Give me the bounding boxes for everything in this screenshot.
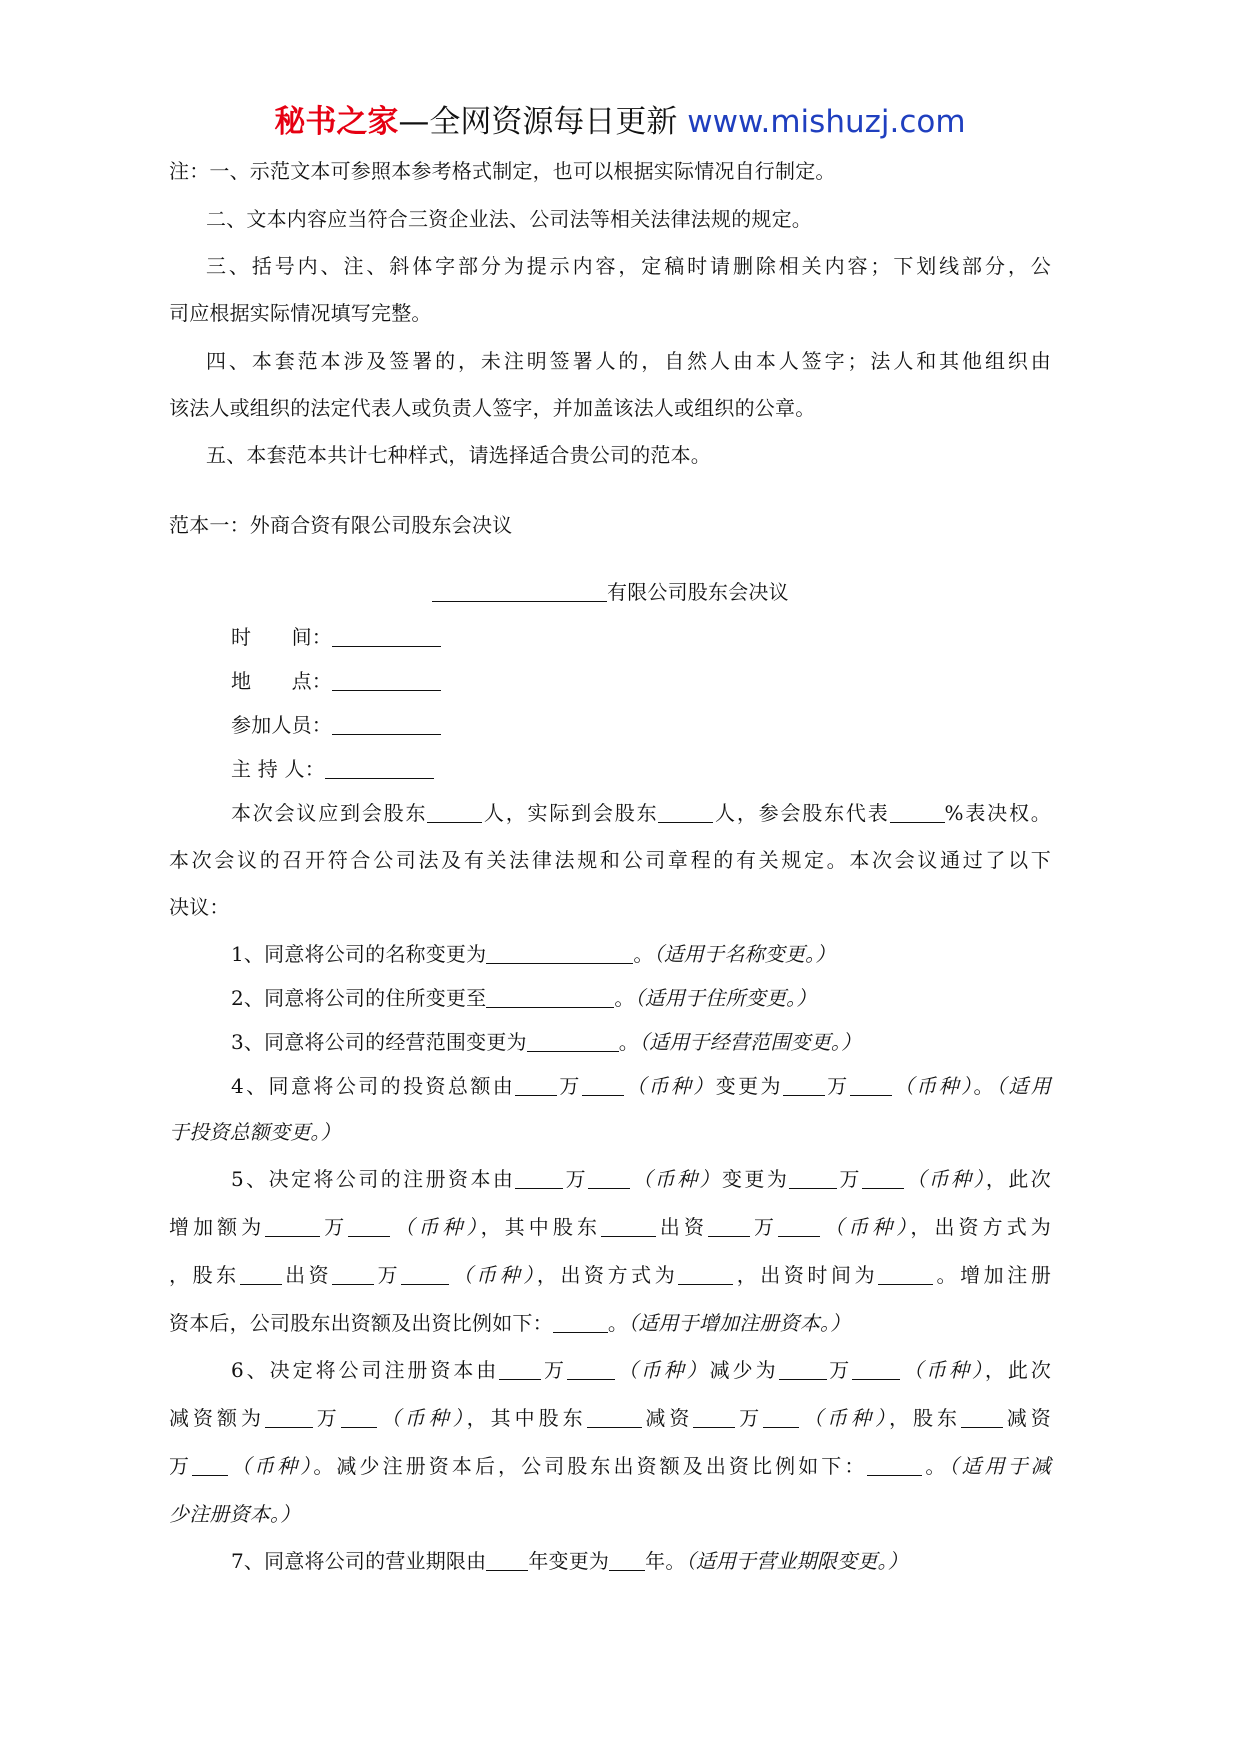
blank[interactable] [265, 1405, 313, 1428]
blank[interactable] [587, 1405, 642, 1428]
brand-slogan: —全网资源每日更新 [398, 104, 678, 140]
item-text: ，股东 [888, 1406, 961, 1430]
item-text: 万 [169, 1454, 193, 1478]
item-text: 年变更为 [528, 1549, 610, 1573]
site-banner [0, 100, 1240, 144]
blank[interactable] [240, 1262, 282, 1285]
field-host-label: 主 持 人： [231, 757, 325, 781]
item-text: 万 [374, 1263, 402, 1287]
intro-line-3: 决议： [169, 895, 230, 919]
resolution-item-1 [231, 939, 836, 969]
note-5: 五、本套范本共计七种样式，请选择适合贵公司的范本。 [206, 443, 711, 467]
resolution-item-5-line-3 [169, 1260, 1051, 1290]
blank[interactable] [789, 1166, 837, 1189]
field-attendees [231, 710, 441, 740]
item-text: ，股东 [169, 1263, 240, 1287]
item-text: 。 [618, 1030, 639, 1054]
resolution-item-5-line-2 [169, 1212, 1051, 1242]
blank[interactable] [878, 1262, 933, 1285]
item-text: 减资额为 [169, 1406, 265, 1430]
item-text: 万 [824, 1074, 850, 1098]
note-3-line-1: 三、括号内、注、斜体字部分为提示内容，定稿时请删除相关内容；下划线部分，公 [206, 254, 1051, 278]
blank[interactable] [192, 1453, 228, 1476]
note-3-line-2: 司应根据实际情况填写完整。 [169, 301, 432, 325]
item-text: 变更为 [721, 1167, 790, 1191]
item-text: 减资 [1002, 1406, 1051, 1430]
item-text: ，出资方式为 [910, 1215, 1052, 1239]
blank[interactable] [778, 1214, 820, 1237]
field-attendees-blank[interactable] [332, 712, 441, 735]
item-text: 万 [541, 1358, 568, 1382]
blank[interactable] [553, 1310, 608, 1333]
resolution-item-4-line-2: 于投资总额变更。） [169, 1120, 341, 1144]
voting-percent-blank[interactable] [890, 800, 945, 823]
blank[interactable] [961, 1405, 1003, 1428]
item-hint: （币种） [891, 1074, 974, 1098]
field-place-label: 地 点： [231, 669, 332, 693]
field-host [231, 754, 434, 784]
note-4-line-1: 四、本套范本涉及签署的，未注明签署人的，自然人由本人签字；法人和其他组织由 [206, 349, 1051, 373]
item-text: 。减少注册资本后，公司股东出资额及出资比例如下： [313, 1454, 868, 1478]
item-text: 减资 [641, 1406, 694, 1430]
item-text: ，其中股东 [480, 1215, 602, 1239]
blank[interactable] [862, 1166, 904, 1189]
item-hint: （币种） [390, 1215, 481, 1239]
blank[interactable] [708, 1214, 750, 1237]
resolution-item-6-line-2 [169, 1403, 1051, 1433]
item-text: 万 [837, 1167, 862, 1191]
item-text: 资本后，公司股东出资额及出资比例如下： [169, 1311, 553, 1335]
blank[interactable] [779, 1357, 827, 1380]
site-url-link[interactable]: www.mishuzj.com [687, 104, 966, 140]
brand-name: 秘书之家 [274, 104, 399, 140]
item-hint: （适用于名称变更。） [653, 942, 836, 966]
item-text: 4、同意将公司的投资总额由 [231, 1074, 516, 1098]
blank[interactable] [582, 1073, 624, 1096]
field-place [231, 666, 441, 696]
blank[interactable] [783, 1073, 825, 1096]
intro-line-2: 本次会议的召开符合公司法及有关法律法规和公司章程的有关规定。本次会议通过了以下 [169, 848, 1051, 872]
item-text: 万 [563, 1167, 589, 1191]
item-text: 增加额为 [169, 1215, 266, 1239]
item-hint: （适用于经营范围变更。） [638, 1030, 862, 1054]
resolution-item-6-line-4: 少注册资本。） [169, 1502, 301, 1526]
blank[interactable] [588, 1166, 630, 1189]
field-time-blank[interactable] [332, 624, 441, 647]
item-text: ，此次 [984, 1358, 1052, 1382]
blank[interactable] [348, 1214, 390, 1237]
blank[interactable] [867, 1453, 922, 1476]
resolution-item-6 [231, 1355, 1051, 1385]
item-text: 5、决定将公司的注册资本由 [231, 1167, 516, 1191]
item-text: 万 [557, 1074, 582, 1098]
item-hint: （币种） [903, 1167, 986, 1191]
resolution-title [432, 577, 789, 607]
blank[interactable] [486, 1548, 528, 1571]
blank[interactable] [693, 1405, 735, 1428]
field-time-label: 时 间： [231, 625, 332, 649]
item-text: 出资 [656, 1215, 709, 1239]
shareholders-present-blank[interactable] [658, 800, 713, 823]
blank[interactable] [852, 1357, 900, 1380]
resolution-item-6-line-3 [169, 1451, 1051, 1481]
item-hint: （适用于减 [948, 1454, 1052, 1478]
note-1: 注：一、示范文本可参照本参考格式制定，也可以根据实际情况自行制定。 [169, 159, 836, 183]
resolution-item-7 [231, 1546, 908, 1576]
item-text: 7、同意将公司的营业期限由 [231, 1549, 487, 1573]
item-text: 。 [922, 1454, 949, 1478]
item-hint: （币种） [449, 1263, 537, 1287]
blank[interactable] [515, 1073, 557, 1096]
item-hint: （币种） [900, 1358, 985, 1382]
blank[interactable] [850, 1073, 892, 1096]
intro-text: 人，实际到会股东 [482, 801, 659, 825]
item-text: ，出资时间为 [733, 1263, 879, 1287]
item-hint: （币种） [820, 1215, 911, 1239]
item-text: 。 [607, 1311, 629, 1335]
item-hint: （币种） [799, 1406, 889, 1430]
item-text: 。增加注册 [933, 1263, 1052, 1287]
new-address-blank[interactable] [486, 985, 614, 1008]
item-text: 万 [826, 1358, 853, 1382]
item-hint: （适用于营业期限变更。） [685, 1549, 908, 1573]
item-text: 2、同意将公司的住所变更至 [231, 986, 487, 1010]
item-text: ，出资方式为 [536, 1263, 679, 1287]
field-attendees-label: 参加人员： [231, 713, 332, 737]
blank[interactable] [341, 1405, 377, 1428]
item-hint: （币种） [228, 1454, 314, 1478]
item-text: 6、决定将公司注册资本由 [231, 1358, 500, 1382]
blank[interactable] [763, 1405, 799, 1428]
item-text: 年。 [645, 1549, 686, 1573]
item-text: 。 [633, 942, 654, 966]
resolution-item-4 [231, 1071, 1051, 1101]
blank[interactable] [567, 1357, 615, 1380]
blank[interactable] [678, 1262, 733, 1285]
field-time [231, 622, 441, 652]
item-hint: （币种） [623, 1074, 716, 1098]
intro-text: %表决权。 [944, 801, 1051, 825]
item-text: 。 [614, 986, 635, 1010]
resolution-item-3 [231, 1027, 861, 1057]
sample-heading: 范本一：外商合资有限公司股东会决议 [169, 513, 513, 537]
item-text: 减少为 [709, 1358, 779, 1382]
note-4-line-2: 该法人或组织的法定代表人或负责人签字，并加盖该法人或组织的公章。 [169, 396, 816, 420]
item-text: 万 [750, 1215, 779, 1239]
resolution-item-5 [231, 1164, 1051, 1194]
resolution-title-text: 有限公司股东会决议 [607, 580, 789, 604]
item-text: 1、同意将公司的名称变更为 [231, 942, 487, 966]
item-hint: （适用于住所变更。） [634, 986, 817, 1010]
resolution-item-5-line-4 [169, 1308, 850, 1338]
company-name-blank[interactable] [432, 579, 607, 602]
intro-text: 本次会议应到会股东 [231, 801, 428, 825]
item-text: 万 [313, 1406, 341, 1430]
item-hint: （币种） [376, 1406, 467, 1430]
item-text: 。 [973, 1074, 996, 1098]
item-text: ，其中股东 [466, 1406, 587, 1430]
item-hint: （适用 [995, 1074, 1051, 1098]
item-hint: （币种） [630, 1167, 722, 1191]
field-place-blank[interactable] [332, 668, 441, 691]
field-host-blank[interactable] [325, 756, 434, 779]
item-text: 万 [735, 1406, 764, 1430]
item-text: ，此次 [985, 1167, 1051, 1191]
item-text: 万 [320, 1215, 349, 1239]
intro-text: 人，参会股东代表 [713, 801, 890, 825]
item-hint: （适用于增加注册资本。） [628, 1311, 851, 1335]
blank[interactable] [499, 1357, 541, 1380]
item-text: 出资 [281, 1263, 333, 1287]
blank[interactable] [265, 1214, 320, 1237]
blank[interactable] [401, 1262, 449, 1285]
blank[interactable] [609, 1548, 645, 1571]
item-text: 变更为 [715, 1074, 783, 1098]
blank[interactable] [332, 1262, 374, 1285]
intro-line-1 [231, 798, 1051, 828]
new-scope-blank[interactable] [527, 1029, 619, 1052]
item-hint: （币种） [615, 1358, 710, 1382]
shareholders-due-blank[interactable] [427, 800, 482, 823]
blank[interactable] [601, 1214, 656, 1237]
blank[interactable] [515, 1166, 563, 1189]
new-name-blank[interactable] [486, 941, 633, 964]
note-2: 二、文本内容应当符合三资企业法、公司法等相关法律法规的规定。 [206, 207, 812, 231]
item-text: 3、同意将公司的经营范围变更为 [231, 1030, 527, 1054]
resolution-item-2 [231, 983, 817, 1013]
